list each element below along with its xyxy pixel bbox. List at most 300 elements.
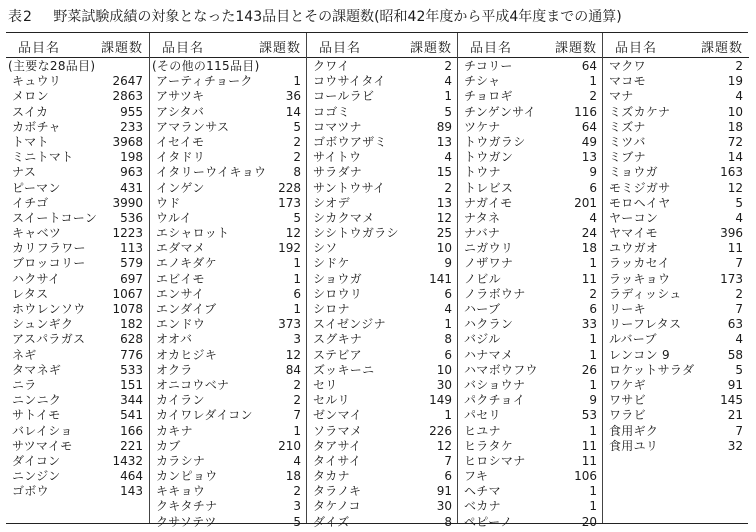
table-row	[458, 378, 603, 393]
crop-name: ズッキーニ	[313, 362, 375, 377]
task-count: 4	[735, 89, 743, 104]
table-row	[150, 287, 307, 302]
task-count: 151	[120, 377, 143, 392]
table-row	[6, 272, 149, 287]
task-count: 141	[429, 271, 452, 286]
crop-name: チコリー	[464, 59, 513, 73]
crop-name: アスパラガス	[12, 332, 86, 347]
task-count: 26	[581, 362, 597, 377]
task-count: 30	[436, 377, 452, 392]
crop-name: オオバ	[156, 332, 193, 347]
crop-name: ユウガオ	[609, 241, 659, 256]
task-count: 228	[278, 180, 301, 195]
task-count: 10	[436, 362, 452, 377]
table-row	[6, 469, 149, 484]
task-count: 533	[120, 362, 143, 377]
crop-name: ショウガ	[313, 271, 362, 286]
crop-name: エダマメ	[156, 241, 206, 256]
crop-name: ノザワナ	[464, 256, 514, 271]
table-caption: 野菜試験成績の対象となった143品目とその課題数(昭和42年度から平成4年度までの通算)	[53, 9, 622, 25]
task-count: 226	[429, 423, 452, 438]
table-row	[307, 515, 458, 530]
task-count: 8	[444, 514, 452, 529]
crop-name: アーティチョーク	[156, 74, 253, 89]
crop-name: パクチョイ	[464, 393, 526, 408]
task-count: 8	[444, 332, 452, 347]
crop-name: ソラマメ	[313, 423, 363, 438]
crop-name: ハーブ	[464, 302, 501, 316]
header-name: 品目名	[18, 41, 61, 56]
task-count: 11	[581, 438, 597, 453]
header-name: 品目名	[615, 41, 658, 56]
task-count: 1	[293, 74, 301, 89]
task-count: 344	[120, 393, 143, 408]
crop-name: スイートコーン	[12, 210, 98, 225]
table-row	[150, 439, 307, 454]
task-count: 11	[581, 271, 597, 286]
table-row	[603, 150, 749, 165]
table-row	[603, 181, 749, 196]
task-count: 1	[589, 347, 597, 362]
crop-name: ミニトマト	[12, 150, 74, 165]
task-count: 72	[727, 134, 743, 149]
table-row	[150, 150, 307, 165]
table-row	[150, 256, 307, 271]
task-count: 6	[589, 180, 597, 195]
task-count: 145	[720, 393, 743, 408]
column-header	[603, 33, 749, 58]
table-row	[6, 241, 149, 256]
table-row	[603, 408, 749, 423]
task-count: 3	[293, 499, 301, 514]
crop-name: ステビア	[313, 347, 362, 362]
table-row	[603, 393, 749, 408]
crop-name: ヒユナ	[464, 423, 501, 438]
crop-name: バジル	[464, 332, 501, 347]
task-count: 6	[444, 286, 452, 301]
task-count: 64	[581, 119, 597, 134]
crop-name: ブロッコリー	[12, 256, 86, 271]
crop-name: ノラボウナ	[464, 286, 526, 301]
table-row	[307, 454, 458, 469]
task-count: 1	[589, 423, 597, 438]
table-row	[603, 241, 749, 256]
table-row	[6, 378, 149, 393]
table-row	[458, 393, 603, 408]
crop-name: ピーマン	[12, 180, 61, 195]
table-row	[458, 74, 603, 89]
task-count: 541	[120, 408, 143, 423]
task-count: 1	[444, 89, 452, 104]
task-count: 63	[727, 317, 743, 332]
table-row	[458, 332, 603, 347]
table-row	[6, 317, 149, 332]
crop-name: タカナ	[313, 469, 350, 484]
table-row	[150, 120, 307, 135]
crop-name: ナタネ	[464, 210, 501, 225]
crop-name: シカクマメ	[313, 210, 375, 225]
crop-name: (その他の115品目)	[152, 59, 260, 73]
crop-name: オニコウベナ	[156, 377, 230, 392]
task-count: 21	[727, 408, 743, 423]
crop-name: ハマボウフウ	[464, 362, 538, 377]
task-count: 2863	[112, 89, 143, 104]
crop-name: スグキナ	[313, 332, 363, 347]
task-count: 10	[727, 104, 743, 119]
header-count: 課題数	[700, 41, 743, 56]
crop-name: オクラ	[156, 362, 193, 377]
task-count: 18	[727, 119, 743, 134]
header-count: 課題数	[258, 41, 301, 56]
crop-name: レンコン 9	[609, 347, 670, 362]
task-count: 106	[574, 469, 597, 484]
crop-name: カリフラワー	[12, 241, 86, 256]
task-count: 4	[735, 210, 743, 225]
crop-name: ミツバ	[609, 134, 646, 149]
table-row	[458, 181, 603, 196]
table-row	[458, 256, 603, 271]
column-header	[6, 33, 149, 58]
task-count: 4	[444, 150, 452, 165]
table-row	[603, 287, 749, 302]
table-row	[6, 89, 149, 104]
crop-name: カボチャ	[12, 119, 61, 134]
table-row	[150, 135, 307, 150]
table-row	[458, 272, 603, 287]
task-count: 13	[436, 134, 452, 149]
crop-name: ラディッシュ	[609, 286, 682, 301]
crop-name: コウサイタイ	[313, 74, 386, 89]
task-count: 3990	[112, 195, 143, 210]
table-row	[307, 241, 458, 256]
crop-name: カンピョウ	[156, 469, 218, 484]
crop-name: ヒラタケ	[464, 438, 514, 453]
crop-name: ゼンマイ	[313, 408, 362, 423]
crop-name: ニラ	[12, 377, 37, 392]
task-count: 1078	[112, 302, 143, 316]
crop-name: リーフレタス	[609, 317, 682, 332]
table-row	[150, 211, 307, 226]
task-count: 7	[735, 302, 743, 316]
table-row	[6, 408, 149, 423]
task-count: 3968	[112, 134, 143, 149]
crop-name: ベカナ	[464, 499, 501, 514]
crop-name: メロン	[12, 89, 49, 104]
crop-name: ホウレンソウ	[12, 302, 86, 316]
crop-name: ワサビ	[609, 393, 646, 408]
task-count: 7	[735, 423, 743, 438]
table-row	[307, 120, 458, 135]
table-row	[458, 105, 603, 120]
crop-name: クキタチナ	[156, 499, 218, 514]
task-count: 1	[589, 499, 597, 514]
table-row	[603, 256, 749, 271]
table-row	[6, 211, 149, 226]
crop-name: トウナ	[464, 165, 501, 180]
task-count: 20	[581, 514, 597, 529]
column-header	[458, 33, 603, 58]
task-count: 6	[444, 469, 452, 484]
crop-name: ラッキョウ	[609, 271, 671, 286]
task-count: 776	[120, 347, 143, 362]
crop-name: コゴミ	[313, 104, 350, 119]
table-row	[6, 424, 149, 439]
crop-name: (主要な28品目)	[8, 59, 96, 73]
task-count: 210	[278, 438, 301, 453]
task-count: 963	[120, 165, 143, 180]
task-count: 7	[735, 256, 743, 271]
table-row	[6, 181, 149, 196]
table-row	[458, 120, 603, 135]
crop-name: ゴボウ	[12, 484, 49, 499]
table-row	[150, 74, 307, 89]
table-row	[150, 363, 307, 378]
crop-name: パセリ	[464, 408, 501, 423]
column-header	[150, 33, 307, 58]
table-row	[458, 348, 603, 363]
crop-name: スイゼンジナ	[313, 317, 386, 332]
crop-name: サツマイモ	[12, 438, 73, 453]
crop-name: ウド	[156, 195, 181, 210]
task-count: 19	[727, 74, 743, 89]
task-count: 2	[293, 393, 301, 408]
task-count: 30	[436, 499, 452, 514]
task-count: 5	[735, 362, 743, 377]
crop-name: ミョウガ	[609, 165, 658, 180]
table-row	[603, 348, 749, 363]
crop-name: ウルイ	[156, 210, 192, 225]
task-count: 431	[120, 180, 143, 195]
task-count: 2647	[112, 74, 143, 89]
crop-name: ニンジン	[12, 469, 61, 484]
crop-name: コールラビ	[313, 89, 375, 104]
table-row	[6, 454, 149, 469]
task-count: 12	[285, 226, 301, 241]
task-count: 149	[429, 393, 452, 408]
crop-name: バレイショ	[12, 423, 73, 438]
crop-name: イタリーウイキョウ	[156, 165, 267, 180]
crop-name: ネギ	[12, 347, 37, 362]
table-row	[458, 408, 603, 423]
crop-name: カイワレダイコン	[156, 408, 253, 423]
task-count: 7	[293, 408, 301, 423]
table-row	[150, 89, 307, 104]
crop-name: リーキ	[609, 302, 646, 316]
table-row	[458, 484, 603, 499]
task-count: 143	[120, 484, 143, 499]
crop-name: レタス	[12, 286, 49, 301]
crop-name: ハクサイ	[12, 271, 61, 286]
table-row	[307, 165, 458, 180]
table-row	[307, 484, 458, 499]
table-row	[307, 393, 458, 408]
crop-name: ヤーコン	[609, 210, 659, 225]
table-row	[150, 241, 307, 256]
crop-name: ワラビ	[609, 408, 646, 423]
task-count: 9	[589, 165, 597, 180]
table-column-1	[6, 33, 149, 523]
crop-name: セリ	[313, 377, 338, 392]
crop-name: カキナ	[156, 423, 193, 438]
crop-name: クワイ	[313, 59, 350, 73]
crop-name: タマネギ	[12, 362, 62, 377]
table-row	[150, 196, 307, 211]
task-count: 24	[581, 226, 597, 241]
table-row	[603, 317, 749, 332]
table-row	[150, 348, 307, 363]
crop-name: エビイモ	[156, 271, 205, 286]
table-row	[150, 181, 307, 196]
table-row	[307, 287, 458, 302]
crop-name: 食用ギク	[609, 423, 659, 438]
crop-name: トウガン	[464, 150, 514, 165]
task-count: 166	[120, 423, 143, 438]
table-row	[307, 135, 458, 150]
crop-name: カイラン	[156, 393, 205, 408]
table-row	[6, 332, 149, 347]
task-count: 14	[285, 104, 301, 119]
header-name: 品目名	[470, 41, 513, 56]
crop-name: フキ	[464, 469, 489, 484]
table-row	[307, 272, 458, 287]
crop-name: イタドリ	[156, 150, 206, 165]
task-count: 8	[293, 165, 301, 180]
task-count: 15	[436, 165, 452, 180]
task-count: 2	[589, 286, 597, 301]
table-row	[150, 393, 307, 408]
crop-name: ハクラン	[464, 317, 514, 332]
crop-name: ミズナ	[609, 119, 646, 134]
table-row	[6, 348, 149, 363]
task-count: 5	[293, 119, 301, 134]
task-count: 12	[727, 180, 743, 195]
table-row	[603, 272, 749, 287]
table-row	[6, 105, 149, 120]
crop-name: エノキダケ	[156, 256, 217, 271]
crop-name: キャベツ	[12, 226, 62, 241]
table-row	[458, 211, 603, 226]
header-name: 品目名	[319, 41, 362, 56]
crop-name: エンドウ	[156, 317, 206, 332]
table-row	[6, 484, 149, 499]
table-row	[307, 348, 458, 363]
table-row	[150, 408, 307, 423]
table-row	[307, 256, 458, 271]
crop-name: コマツナ	[313, 119, 362, 134]
table-row	[307, 74, 458, 89]
crop-name: ミブナ	[609, 150, 646, 165]
task-count: 5	[293, 514, 301, 529]
crop-name: チシャ	[464, 74, 501, 89]
task-count: 13	[436, 195, 452, 210]
column-header	[307, 33, 458, 58]
crop-name: バショウナ	[464, 377, 526, 392]
task-count: 49	[581, 134, 597, 149]
task-count: 1067	[112, 286, 143, 301]
task-count: 4	[444, 74, 452, 89]
task-count: 9	[444, 256, 452, 271]
table-row	[150, 226, 307, 241]
table-row	[603, 439, 749, 454]
task-count: 2	[444, 180, 452, 195]
task-count: 192	[278, 241, 301, 256]
table-row	[6, 196, 149, 211]
task-count: 2	[735, 286, 743, 301]
crop-name: サトイモ	[12, 408, 61, 423]
table-row	[307, 408, 458, 423]
crop-name: オカヒジキ	[156, 347, 218, 362]
crop-name: ナバナ	[464, 226, 501, 241]
table-row	[307, 89, 458, 104]
task-count: 32	[727, 438, 743, 453]
task-count: 5	[444, 104, 452, 119]
crop-name: マナ	[609, 89, 634, 104]
table-row	[603, 332, 749, 347]
table-row	[603, 378, 749, 393]
table-row	[458, 469, 603, 484]
crop-name: ツケナ	[464, 119, 501, 134]
crop-name: ニンニク	[12, 393, 62, 408]
task-count: 396	[720, 226, 743, 241]
table-column-5	[602, 33, 749, 523]
crop-name: インゲン	[156, 180, 205, 195]
table-row	[6, 226, 149, 241]
crop-name: ナガイモ	[464, 195, 513, 210]
table-row	[150, 454, 307, 469]
crop-name: シュンギク	[12, 317, 74, 332]
task-count: 53	[581, 408, 597, 423]
table-row	[458, 150, 603, 165]
crop-name: モロヘイヤ	[609, 195, 671, 210]
task-count: 163	[720, 165, 743, 180]
crop-name: ナス	[12, 165, 37, 180]
task-count: 84	[285, 362, 301, 377]
crop-name: サラダナ	[313, 165, 363, 180]
crop-name: ゴボウアザミ	[313, 134, 387, 149]
task-count: 1	[293, 271, 301, 286]
table-row	[6, 74, 149, 89]
task-count: 6	[589, 302, 597, 316]
crop-name: シシトウガラシ	[313, 226, 399, 241]
crop-name: ヒロシマナ	[464, 453, 526, 468]
table-row	[150, 469, 307, 484]
task-count: 2	[293, 377, 301, 392]
table-row	[307, 211, 458, 226]
task-count: 1223	[112, 226, 143, 241]
task-count: 2	[293, 134, 301, 149]
task-count: 579	[120, 256, 143, 271]
task-count: 25	[436, 226, 452, 241]
crop-name: エンダイブ	[156, 302, 217, 316]
table-row	[307, 378, 458, 393]
table-row	[307, 332, 458, 347]
crop-name: アシタバ	[156, 104, 205, 119]
task-count: 464	[120, 469, 143, 484]
header-count: 課題数	[409, 41, 452, 56]
crop-name: シロウリ	[313, 286, 363, 301]
table-row	[458, 287, 603, 302]
task-count: 1	[589, 74, 597, 89]
crop-name: ペピーノ	[464, 514, 513, 529]
crop-name: ニガウリ	[464, 241, 514, 256]
crop-name: セルリ	[313, 393, 350, 408]
subheading-row	[6, 59, 149, 74]
crop-name: トレビス	[464, 180, 514, 195]
task-count: 113	[120, 241, 143, 256]
table-row	[6, 135, 149, 150]
task-count: 2	[293, 484, 301, 499]
table-row	[307, 196, 458, 211]
